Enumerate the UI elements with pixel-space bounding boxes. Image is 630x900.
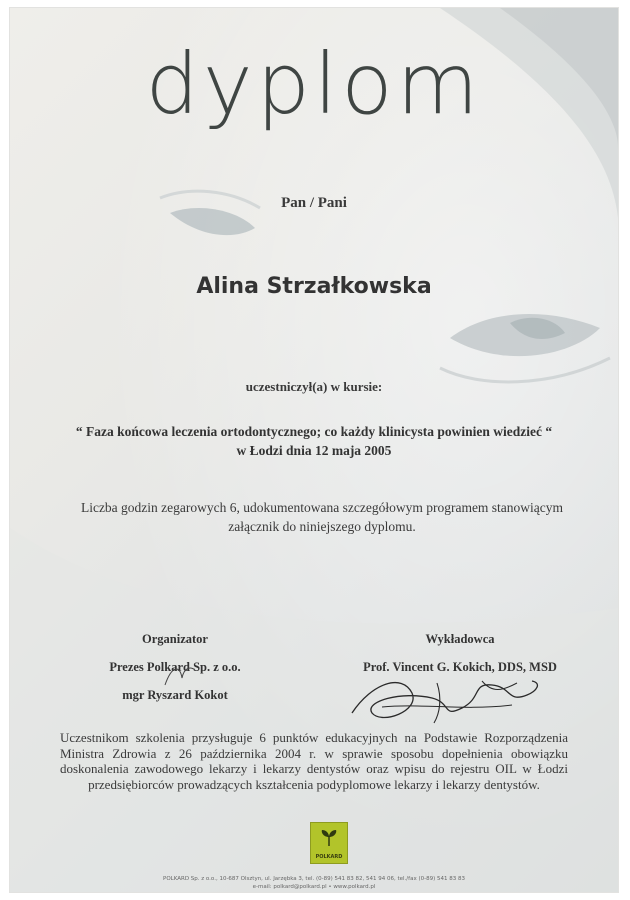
salutation: Pan / Pani bbox=[281, 195, 347, 211]
course-place-date: w Łodzi dnia 12 maja 2005 bbox=[236, 443, 392, 458]
organizer-signature bbox=[160, 660, 200, 690]
footer-address: POLKARD Sp. z o.o., 10-687 Olsztyn, ul. Jarzębka 3, tel. (0-89) 541 83 82, 541 94 06, tel./fax (0-89) 541 83 83 bbox=[163, 876, 465, 882]
organizer-heading: Organizator bbox=[142, 632, 208, 646]
lecturer-signature bbox=[342, 663, 552, 733]
leaf-icon bbox=[319, 828, 339, 848]
logo-text: POLKARD bbox=[315, 854, 343, 860]
organizer-role: Prezes Polkard Sp. z o.o. bbox=[109, 660, 241, 674]
lecturer-name: Prof. Vincent G. Kokich, DDS, MSD bbox=[363, 660, 557, 674]
footer bbox=[10, 875, 618, 891]
course-block bbox=[10, 422, 618, 460]
education-points-statement: Uczestnikom szkolenia przysługuje 6 punktów edukacyjnych na Podstawie Rozporządzenia Ministra Zdrowia z 26 października 2004 r. w sprawie sposobu dopełnienia obowiązku doskonalenia zawodowego lekarzy i lekarzy dentystów oraz wpisu do rejestru OIL w Łodzi przedsiębiorców prowadzących kształcenia podyplomowe lekarzy i lekarzy dentystów. bbox=[60, 730, 568, 792]
course-title: “ Faza końcowa leczenia ortodontycznego; co każdy klinicysta powinien wiedzieć “ bbox=[75, 424, 553, 439]
polkard-logo bbox=[310, 822, 348, 864]
organizer-name: mgr Ryszard Kokot bbox=[122, 688, 228, 702]
footer-contact: e-mail: polkard@polkard.pl • www.polkard.pl bbox=[252, 884, 376, 890]
participation-statement: uczestniczył(a) w kursie: bbox=[245, 379, 383, 394]
recipient-name: Alina Strzałkowska bbox=[196, 274, 432, 299]
hours-statement: Liczba godzin zegarowych 6, udokumentowana szczegółowym programem stanowiącym załącznik do niniejszego dyplomu. bbox=[80, 500, 564, 534]
lecturer-heading: Wykładowca bbox=[425, 632, 495, 646]
diploma-title: dyplom bbox=[145, 35, 483, 133]
diploma-sheet bbox=[10, 8, 618, 892]
